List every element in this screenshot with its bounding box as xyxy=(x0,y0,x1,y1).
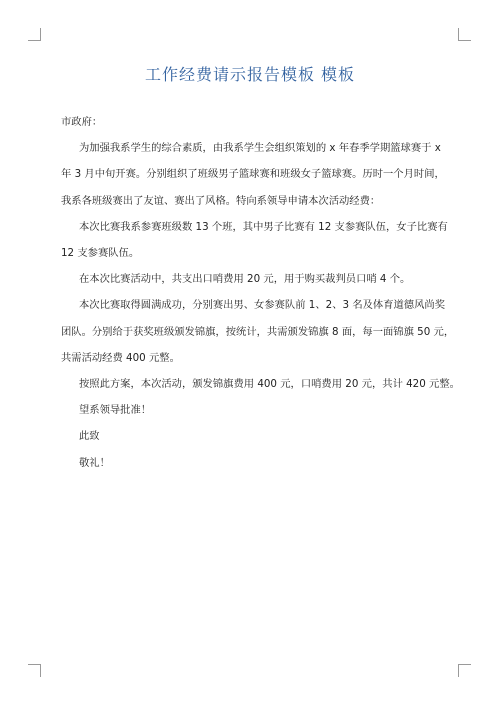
paragraph-line: 在本次比赛活动中，共支出口哨费用 20 元，用于购买裁判员口哨 4 个。 xyxy=(79,273,411,286)
paragraph-line: 本次比赛我系参赛班级数 13 个班，其中男子比赛有 12 支参赛队伍，女子比赛有 xyxy=(79,220,448,233)
paragraph-line: 本次比赛取得圆满成功，分别赛出男、女参赛队前 1、2、3 名及体育道德风尚奖 xyxy=(79,299,445,312)
paragraph-line: 按照此方案，本次活动，颁发锦旗费用 400 元，口哨费用 20 元，共计 420 元整。 xyxy=(79,378,460,391)
closing-line: 敬礼！ xyxy=(79,456,110,469)
crop-mark-top-right xyxy=(458,28,471,41)
paragraph-line: 12 支参赛队伍。 xyxy=(61,247,140,260)
closing-line: 此致 xyxy=(79,430,100,443)
document-title: 工作经费请示报告模板 模板 xyxy=(144,65,356,84)
paragraph-line: 为加强我系学生的综合素质，由我系学生会组织策划的 x 年春季学期篮球赛于 x xyxy=(79,142,441,155)
document-body xyxy=(61,109,460,476)
crop-mark-bottom-right xyxy=(458,664,471,677)
paragraph-line: 望系领导批准！ xyxy=(79,404,152,417)
paragraph-line: 年 3 月中旬开赛。分别组织了班级男子篮球赛和班级女子篮球赛。历时一个月时间， xyxy=(61,168,445,181)
crop-mark-top-left xyxy=(28,28,41,41)
paragraph-line: 共需活动经费 400 元整。 xyxy=(61,351,180,364)
paragraph-line: 团队。分别给于获奖班级颁发锦旗，按统计，共需颁发锦旗 8 面，每一面锦旗 50 元， xyxy=(61,325,455,338)
crop-mark-bottom-left xyxy=(28,664,41,677)
paragraph-line: 我系各班级赛出了友谊、赛出了风格。特向系领导申请本次活动经费： xyxy=(61,194,381,207)
salutation: 市政府： xyxy=(61,116,103,128)
